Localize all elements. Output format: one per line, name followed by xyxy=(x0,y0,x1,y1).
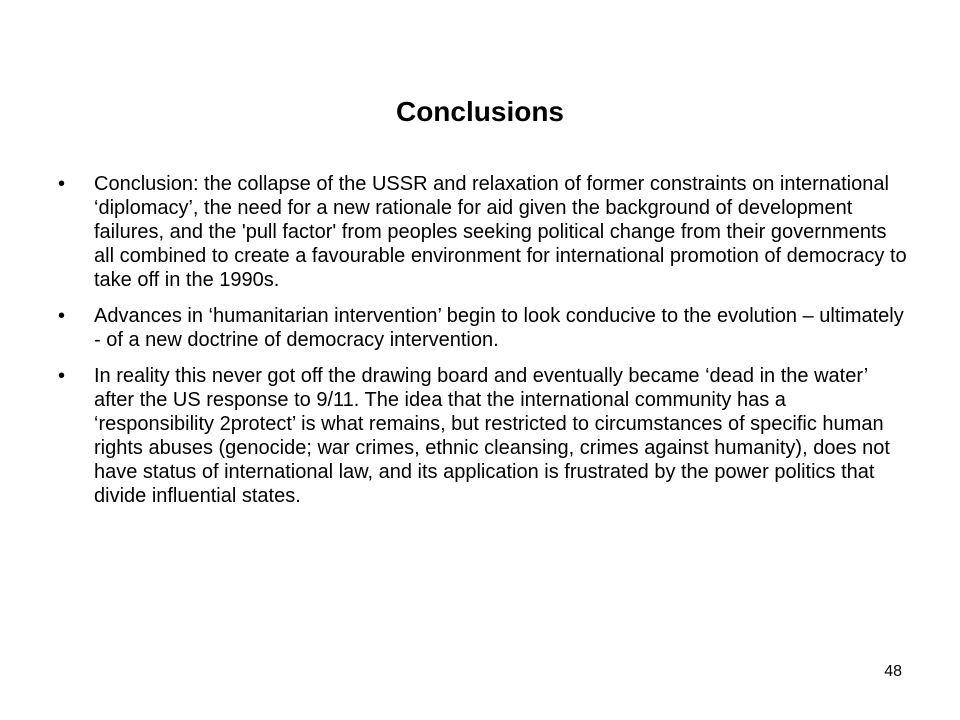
bullet-text-1: Conclusion: the collapse of the USSR and relaxation of former constraints on international ‘diplomacy’, the need for a new rationale for aid given the background of development failures, and the 'pull factor' from peoples seeking political change from their governments all combined to create a favourable environment for international promotion of democracy to take off in the 1990s. xyxy=(94,173,907,291)
bullet-text-3: In reality this never got off the drawing board and eventually became ‘dead in the water’ after the US response to 9/11. The idea that the international community has a ‘responsibility 2protect’ is what remains, but restricted to circumstances of specific human rights abuses (genocide; war crimes, ethnic cleansing, crimes against humanity), does not have status of international law, and its application is frustrated by the power politics that divide influential states. xyxy=(94,365,890,507)
slide-title: Conclusions xyxy=(395,96,564,127)
bullet-item-2 xyxy=(58,304,908,352)
bullet-item-3 xyxy=(58,364,908,508)
bullet-marker: • xyxy=(58,305,66,327)
bullet-marker: • xyxy=(58,173,66,195)
bullet-item-1 xyxy=(58,172,908,292)
page-number: 48 xyxy=(884,663,902,680)
bullet-text-2: Advances in ‘humanitarian intervention’ begin to look conducive to the evolution – ultimately - of a new doctrine of democracy intervention. xyxy=(94,305,904,351)
bullet-marker: • xyxy=(58,365,66,387)
bullet-list xyxy=(58,172,908,520)
